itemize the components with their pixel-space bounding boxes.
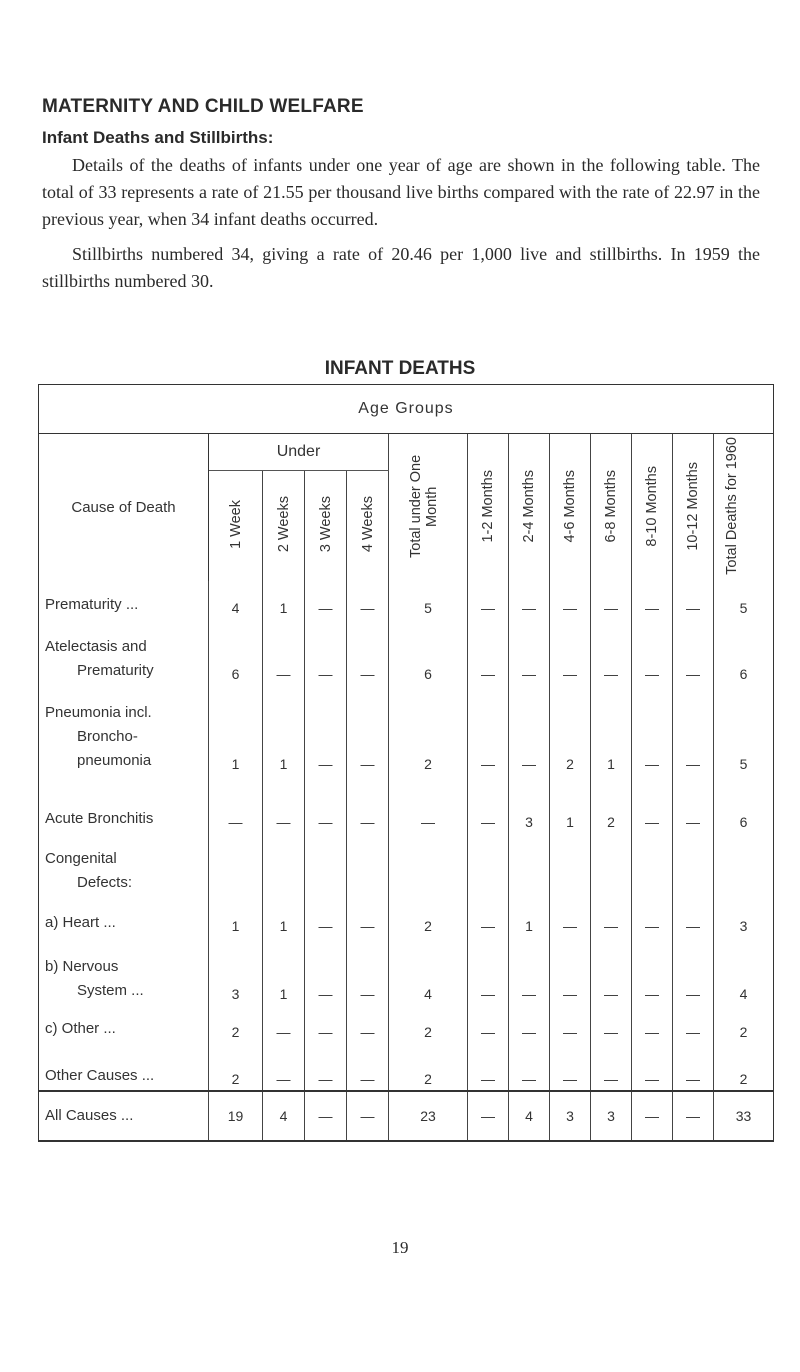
- table-cell: —: [550, 1043, 591, 1091]
- cause-label: [39, 775, 209, 833]
- cause-label: [39, 833, 209, 897]
- col-header: Total under One Month: [389, 434, 468, 582]
- table-row: [39, 619, 774, 685]
- table-cell: [347, 833, 389, 897]
- table-cell: 2: [389, 897, 468, 937]
- table-cell: —: [305, 685, 347, 775]
- col-header: 2 Weeks: [263, 471, 305, 582]
- cause-label: [39, 581, 209, 619]
- table-cell: —: [347, 581, 389, 619]
- cause-label-line: Defects:: [77, 874, 133, 891]
- total-cell: 33: [714, 1091, 774, 1141]
- total-row: [39, 1091, 774, 1141]
- table-cell: 1: [263, 937, 305, 1005]
- cause-label-line: c) Other ...: [45, 1020, 116, 1037]
- table-cell: 5: [389, 581, 468, 619]
- table-cell: —: [305, 619, 347, 685]
- table-cell: —: [673, 937, 714, 1005]
- col-header: 6-8 Months: [591, 434, 632, 582]
- total-cell: —: [347, 1091, 389, 1141]
- table-cell: —: [389, 775, 468, 833]
- table-body: [39, 581, 774, 1141]
- total-cell: 3: [591, 1091, 632, 1141]
- table-cell: 5: [714, 581, 774, 619]
- table-cell: —: [673, 1005, 714, 1043]
- cause-label-line: Other Causes ...: [45, 1067, 155, 1084]
- table-cell: —: [591, 937, 632, 1005]
- table-cell: [632, 833, 673, 897]
- table-cell: 3: [509, 775, 550, 833]
- table-cell: 1: [263, 685, 305, 775]
- table-cell: —: [305, 775, 347, 833]
- cause-label: [39, 1005, 209, 1043]
- total-cell: 3: [550, 1091, 591, 1141]
- total-cell: —: [305, 1091, 347, 1141]
- table-cell: —: [468, 775, 509, 833]
- table-cell: 6: [209, 619, 263, 685]
- col-header: 3 Weeks: [305, 471, 347, 582]
- table-cell: —: [509, 937, 550, 1005]
- table-cell: —: [550, 937, 591, 1005]
- cause-label-line: Congenital: [45, 850, 117, 867]
- table-cell: —: [591, 619, 632, 685]
- table-cell: —: [673, 619, 714, 685]
- table-cell: —: [632, 1043, 673, 1091]
- table-cell: —: [468, 619, 509, 685]
- cause-of-death-header: Cause of Death: [39, 434, 209, 582]
- table-cell: —: [673, 897, 714, 937]
- table-cell: 6: [714, 619, 774, 685]
- table-cell: 6: [714, 775, 774, 833]
- table-cell: 4: [209, 581, 263, 619]
- cause-label-line: pneumonia: [77, 752, 152, 769]
- table-cell: —: [468, 581, 509, 619]
- table-cell: [550, 833, 591, 897]
- table-cell: 2: [550, 685, 591, 775]
- table-cell: —: [347, 1005, 389, 1043]
- table-cell: 2: [714, 1043, 774, 1091]
- table-cell: —: [509, 1043, 550, 1091]
- under-header: Under: [209, 434, 389, 471]
- table-cell: —: [347, 1043, 389, 1091]
- table-cell: 2: [389, 1005, 468, 1043]
- table-cell: —: [632, 619, 673, 685]
- col-header: 4 Weeks: [347, 471, 389, 582]
- table-cell: [591, 833, 632, 897]
- table-cell: 2: [209, 1005, 263, 1043]
- table-cell: —: [632, 775, 673, 833]
- total-cell: 4: [509, 1091, 550, 1141]
- table-cell: 2: [714, 1005, 774, 1043]
- table-cell: —: [347, 685, 389, 775]
- total-cell: —: [632, 1091, 673, 1141]
- table-cell: 3: [209, 937, 263, 1005]
- total-cell: 4: [263, 1091, 305, 1141]
- table-row: [39, 897, 774, 937]
- col-header: 1 Week: [209, 471, 263, 582]
- paragraph-infant-deaths: Details of the deaths of infants under one year of age are shown in the following table. The total of 33 represents a rate of 21.55 per thousand live births compared with the rate of 22.97 in the previous year, when 34 infant deaths occurred.: [42, 155, 760, 229]
- table-cell: —: [468, 897, 509, 937]
- cause-label: [39, 685, 209, 775]
- table-cell: —: [305, 1005, 347, 1043]
- table-cell: —: [591, 897, 632, 937]
- total-label: All Causes ...: [39, 1091, 209, 1141]
- total-cell: —: [468, 1091, 509, 1141]
- paragraph-stillbirths: Stillbirths numbered 34, giving a rate of 20.46 per 1,000 live and stillbirths. In 1959 the stillbirths numbered 30.: [42, 244, 760, 291]
- table-cell: —: [305, 581, 347, 619]
- table-title: INFANT DEATHS: [324, 358, 476, 379]
- table-cell: 3: [714, 897, 774, 937]
- table-cell: 2: [389, 685, 468, 775]
- table-cell: —: [347, 775, 389, 833]
- age-groups-header: Age Groups: [39, 385, 774, 434]
- table-cell: 1: [263, 897, 305, 937]
- table-cell: 1: [209, 897, 263, 937]
- table-cell: —: [509, 581, 550, 619]
- table-cell: [468, 833, 509, 897]
- table-cell: —: [673, 1043, 714, 1091]
- table-cell: 5: [714, 685, 774, 775]
- table-cell: —: [509, 685, 550, 775]
- table-cell: —: [632, 685, 673, 775]
- table-cell: —: [591, 1043, 632, 1091]
- table-cell: [673, 833, 714, 897]
- cause-label: [39, 897, 209, 937]
- total-cell: 19: [209, 1091, 263, 1141]
- table-cell: —: [305, 897, 347, 937]
- table-cell: —: [509, 1005, 550, 1043]
- table-cell: —: [550, 581, 591, 619]
- cause-label: [39, 619, 209, 685]
- table-cell: —: [347, 937, 389, 1005]
- cause-label: [39, 937, 209, 1005]
- cause-label-line: b) Nervous: [45, 958, 119, 975]
- table-cell: —: [305, 1043, 347, 1091]
- table-cell: —: [591, 1005, 632, 1043]
- cause-label-line: Acute Bronchitis: [45, 810, 154, 827]
- cause-label-line: Broncho-: [77, 728, 138, 745]
- table-cell: 1: [550, 775, 591, 833]
- col-header: Total Deaths for 1960: [714, 434, 774, 582]
- table-cell: —: [468, 1043, 509, 1091]
- table-cell: —: [509, 619, 550, 685]
- table-cell: —: [632, 937, 673, 1005]
- table-cell: 2: [591, 775, 632, 833]
- cause-label-line: Atelectasis and: [45, 638, 147, 655]
- cause-label-line: a) Heart ...: [45, 914, 116, 931]
- table-cell: —: [632, 581, 673, 619]
- cause-label-line: Prematurity: [77, 662, 154, 679]
- table-cell: 6: [389, 619, 468, 685]
- table-cell: —: [673, 581, 714, 619]
- table-cell: 2: [209, 1043, 263, 1091]
- col-header: 2-4 Months: [509, 434, 550, 582]
- section-heading: MATERNITY AND CHILD WELFARE: [42, 96, 364, 117]
- table-cell: —: [263, 619, 305, 685]
- table-cell: —: [468, 1005, 509, 1043]
- col-header: 1-2 Months: [468, 434, 509, 582]
- table-cell: —: [632, 1005, 673, 1043]
- table-cell: 1: [591, 685, 632, 775]
- table-cell: —: [305, 937, 347, 1005]
- table-row: [39, 1005, 774, 1043]
- table-cell: [305, 833, 347, 897]
- table-cell: —: [209, 775, 263, 833]
- table-row: [39, 937, 774, 1005]
- col-header: 4-6 Months: [550, 434, 591, 582]
- table-cell: 4: [389, 937, 468, 1005]
- table-row: [39, 775, 774, 833]
- table-cell: —: [347, 619, 389, 685]
- total-cell: —: [673, 1091, 714, 1141]
- table-cell: —: [550, 619, 591, 685]
- table-cell: —: [347, 897, 389, 937]
- table-row: [39, 581, 774, 619]
- table-cell: 2: [389, 1043, 468, 1091]
- table-cell: 4: [714, 937, 774, 1005]
- table-cell: —: [632, 897, 673, 937]
- total-cell: 23: [389, 1091, 468, 1141]
- table-cell: 1: [509, 897, 550, 937]
- table-cell: —: [468, 937, 509, 1005]
- table-row: [39, 1043, 774, 1091]
- table-cell: 1: [263, 581, 305, 619]
- cause-label-line: System ...: [77, 982, 144, 999]
- table-row: [39, 833, 774, 897]
- table-cell: —: [591, 581, 632, 619]
- table-cell: [714, 833, 774, 897]
- table-cell: —: [468, 685, 509, 775]
- col-header: 8-10 Months: [632, 434, 673, 582]
- table-cell: —: [550, 1005, 591, 1043]
- table-row: [39, 685, 774, 775]
- table-cell: —: [673, 685, 714, 775]
- table-cell: 1: [209, 685, 263, 775]
- table-cell: —: [550, 897, 591, 937]
- table-cell: —: [673, 775, 714, 833]
- table-cell: [389, 833, 468, 897]
- cause-label-line: Prematurity ...: [45, 596, 139, 613]
- col-header: 10-12 Months: [673, 434, 714, 582]
- table-cell: [509, 833, 550, 897]
- page-number: 19: [391, 1238, 409, 1257]
- table-cell: —: [263, 1005, 305, 1043]
- table-cell: —: [263, 1043, 305, 1091]
- table-cell: —: [263, 775, 305, 833]
- infant-deaths-table: [38, 384, 774, 1142]
- cause-label-line: Pneumonia incl.: [45, 704, 152, 721]
- table-cell: [209, 833, 263, 897]
- section-subheading: Infant Deaths and Stillbirths:: [42, 128, 274, 147]
- cause-label: [39, 1043, 209, 1091]
- table-cell: [263, 833, 305, 897]
